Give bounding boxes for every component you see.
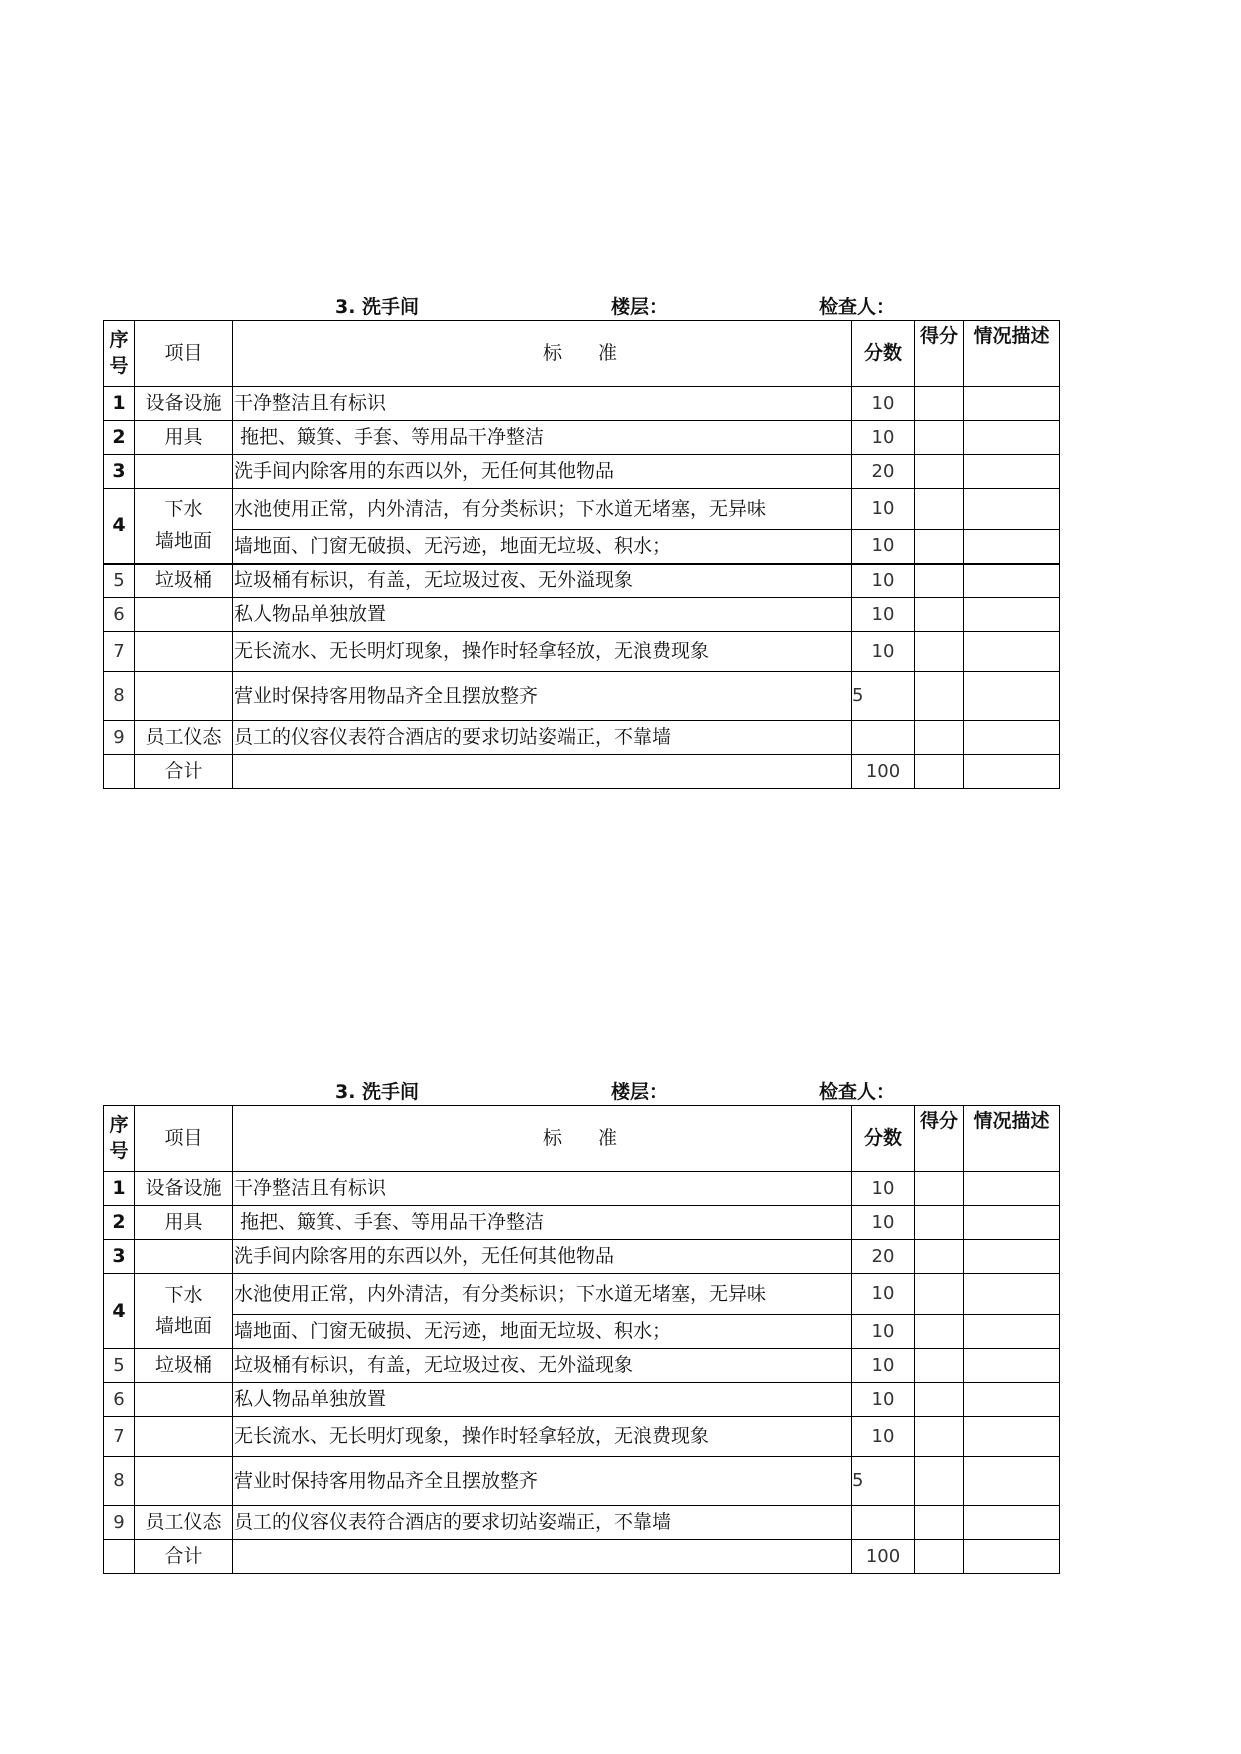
table-row bbox=[104, 632, 1060, 672]
row-score: 10 bbox=[852, 1349, 915, 1383]
row-score: 5 bbox=[852, 1457, 915, 1506]
row-gain-cell[interactable] bbox=[915, 1506, 964, 1540]
header-description: 情况描述 bbox=[964, 321, 1060, 387]
header-standard-char-1: 标 bbox=[543, 342, 563, 365]
row-standard: 私人物品单独放置 bbox=[233, 1383, 852, 1417]
row-seq bbox=[104, 755, 135, 789]
row-standard: 营业时保持客用物品齐全且摆放整齐 bbox=[233, 672, 852, 721]
row-score: 10 bbox=[852, 530, 915, 564]
table-row bbox=[104, 530, 1060, 564]
row-seq: 5 bbox=[104, 1349, 135, 1383]
floor-label: 楼层： bbox=[611, 1081, 669, 1103]
header-standard bbox=[233, 1106, 852, 1172]
row-seq: 3 bbox=[104, 1240, 135, 1274]
row-gain-cell[interactable] bbox=[915, 672, 964, 721]
header-seq: 序号 bbox=[104, 321, 135, 387]
section-title: 3. 洗手间 bbox=[335, 296, 420, 318]
row-standard: 员工的仪容仪表符合酒店的要求切站姿端正，不靠墙 bbox=[233, 1506, 852, 1540]
row-description-cell[interactable] bbox=[964, 1383, 1060, 1417]
inspection-section-2 bbox=[103, 1075, 1059, 1574]
table-row bbox=[104, 387, 1060, 421]
inspector-label: 检查人： bbox=[819, 1081, 896, 1103]
table-header-row bbox=[104, 321, 1060, 387]
section-header bbox=[103, 1075, 1059, 1105]
row-seq: 4 bbox=[104, 489, 135, 564]
header-gain: 得分 bbox=[915, 1106, 964, 1172]
row-description-cell[interactable] bbox=[964, 672, 1060, 721]
row-item bbox=[135, 632, 233, 672]
row-gain-cell[interactable] bbox=[915, 387, 964, 421]
row-standard: 洗手间内除客用的东西以外，无任何其他物品 bbox=[233, 455, 852, 489]
row-seq: 3 bbox=[104, 455, 135, 489]
header-standard-char-1: 标 bbox=[543, 1127, 563, 1150]
row-item: 员工仪态 bbox=[135, 1506, 233, 1540]
row-gain-cell[interactable] bbox=[915, 632, 964, 672]
table-row bbox=[104, 1417, 1060, 1457]
section-header bbox=[103, 290, 1059, 320]
row-description-cell[interactable] bbox=[964, 1349, 1060, 1383]
table-row bbox=[104, 1206, 1060, 1240]
row-standard: 拖把、簸箕、手套、等用品干净整洁 bbox=[233, 421, 852, 455]
row-description-cell[interactable] bbox=[964, 632, 1060, 672]
row-standard: 水池使用正常，内外清洁，有分类标识；下水道无堵塞，无异味 bbox=[233, 489, 852, 530]
table-row bbox=[104, 721, 1060, 755]
row-standard: 干净整洁且有标识 bbox=[233, 387, 852, 421]
row-seq: 6 bbox=[104, 598, 135, 632]
row-description-cell[interactable] bbox=[964, 489, 1060, 530]
row-seq: 9 bbox=[104, 721, 135, 755]
table-row bbox=[104, 1506, 1060, 1540]
row-item bbox=[135, 1274, 233, 1349]
row-seq: 2 bbox=[104, 1206, 135, 1240]
row-standard: 拖把、簸箕、手套、等用品干净整洁 bbox=[233, 1206, 852, 1240]
row-description-cell[interactable] bbox=[964, 564, 1060, 598]
row-description-cell[interactable] bbox=[964, 721, 1060, 755]
header-seq: 序号 bbox=[104, 1106, 135, 1172]
row-standard: 墙地面、门窗无破损、无污迹，地面无垃圾、积水； bbox=[233, 530, 852, 564]
row-description-cell[interactable] bbox=[964, 1506, 1060, 1540]
row-item: 设备设施 bbox=[135, 1172, 233, 1206]
row-item-line-2: 墙地面 bbox=[154, 529, 212, 552]
row-gain-cell[interactable] bbox=[915, 530, 964, 564]
header-standard-char-2: 准 bbox=[598, 342, 618, 365]
row-standard: 私人物品单独放置 bbox=[233, 598, 852, 632]
row-score: 10 bbox=[852, 564, 915, 598]
header-item: 项目 bbox=[135, 1106, 233, 1172]
row-score: 10 bbox=[852, 1383, 915, 1417]
row-seq: 1 bbox=[104, 1172, 135, 1206]
row-score: 100 bbox=[852, 1540, 915, 1574]
row-standard: 水池使用正常，内外清洁，有分类标识；下水道无堵塞，无异味 bbox=[233, 1274, 852, 1315]
row-item: 员工仪态 bbox=[135, 721, 233, 755]
header-gain: 得分 bbox=[915, 321, 964, 387]
row-gain-cell[interactable] bbox=[915, 1240, 964, 1274]
row-gain-cell[interactable] bbox=[915, 489, 964, 530]
row-gain-cell[interactable] bbox=[915, 1349, 964, 1383]
row-gain-cell[interactable] bbox=[915, 1206, 964, 1240]
row-item: 设备设施 bbox=[135, 387, 233, 421]
row-gain-cell[interactable] bbox=[915, 1540, 964, 1574]
row-seq: 7 bbox=[104, 632, 135, 672]
section-title: 3. 洗手间 bbox=[335, 1081, 420, 1103]
inspector-label: 检查人： bbox=[819, 296, 896, 318]
row-item-line-2: 墙地面 bbox=[154, 1315, 212, 1337]
row-item bbox=[135, 1417, 233, 1457]
table-row bbox=[104, 598, 1060, 632]
row-seq: 5 bbox=[104, 564, 135, 598]
table-header-row bbox=[104, 1106, 1060, 1172]
row-item bbox=[135, 672, 233, 721]
row-description-cell[interactable] bbox=[964, 1540, 1060, 1574]
row-gain-cell[interactable] bbox=[915, 1417, 964, 1457]
row-description-cell[interactable] bbox=[964, 1206, 1060, 1240]
table-row bbox=[104, 421, 1060, 455]
row-score: 10 bbox=[852, 1274, 915, 1315]
row-score: 10 bbox=[852, 1206, 915, 1240]
row-item bbox=[135, 489, 233, 564]
row-item bbox=[135, 1457, 233, 1506]
floor-label: 楼层： bbox=[611, 296, 669, 318]
header-description: 情况描述 bbox=[964, 1106, 1060, 1172]
row-gain-cell[interactable] bbox=[915, 1315, 964, 1349]
table-row bbox=[104, 564, 1060, 598]
inspection-section-1 bbox=[103, 290, 1059, 789]
table-total-row bbox=[104, 1540, 1060, 1574]
row-description-cell[interactable] bbox=[964, 1274, 1060, 1315]
row-gain-cell[interactable] bbox=[915, 1274, 964, 1315]
row-seq bbox=[104, 1540, 135, 1574]
row-description-cell[interactable] bbox=[964, 530, 1060, 564]
row-score: 10 bbox=[852, 387, 915, 421]
row-gain-cell[interactable] bbox=[915, 721, 964, 755]
table-row bbox=[104, 1172, 1060, 1206]
row-score: 10 bbox=[852, 1172, 915, 1206]
row-standard bbox=[233, 755, 852, 789]
table-row bbox=[104, 1349, 1060, 1383]
table-row bbox=[104, 455, 1060, 489]
row-description-cell[interactable] bbox=[964, 421, 1060, 455]
row-item-line-1: 下水 bbox=[164, 1283, 203, 1306]
table-row bbox=[104, 1274, 1060, 1315]
row-description-cell[interactable] bbox=[964, 455, 1060, 489]
row-score bbox=[852, 721, 915, 755]
row-gain-cell[interactable] bbox=[915, 1172, 964, 1206]
row-standard: 洗手间内除客用的东西以外，无任何其他物品 bbox=[233, 1240, 852, 1274]
row-score: 20 bbox=[852, 1240, 915, 1274]
row-item: 合计 bbox=[135, 1540, 233, 1574]
row-gain-cell[interactable] bbox=[915, 421, 964, 455]
row-description-cell[interactable] bbox=[964, 1240, 1060, 1274]
row-standard: 无长流水、无长明灯现象，操作时轻拿轻放，无浪费现象 bbox=[233, 632, 852, 672]
row-gain-cell[interactable] bbox=[915, 564, 964, 598]
row-gain-cell[interactable] bbox=[915, 455, 964, 489]
row-score: 10 bbox=[852, 632, 915, 672]
inspection-table bbox=[103, 1105, 1060, 1574]
header-score: 分数 bbox=[852, 1106, 915, 1172]
row-score: 10 bbox=[852, 421, 915, 455]
row-description-cell[interactable] bbox=[964, 755, 1060, 789]
row-standard: 干净整洁且有标识 bbox=[233, 1172, 852, 1206]
inspection-table bbox=[103, 320, 1060, 789]
row-item: 垃圾桶 bbox=[135, 1349, 233, 1383]
table-row bbox=[104, 1315, 1060, 1349]
row-gain-cell[interactable] bbox=[915, 1457, 964, 1506]
row-item-line-1: 下水 bbox=[164, 498, 203, 521]
row-score: 20 bbox=[852, 455, 915, 489]
header-standard bbox=[233, 321, 852, 387]
row-seq: 2 bbox=[104, 421, 135, 455]
header-score: 分数 bbox=[852, 321, 915, 387]
row-seq: 8 bbox=[104, 1457, 135, 1506]
table-row bbox=[104, 1383, 1060, 1417]
table-total-row bbox=[104, 755, 1060, 789]
row-standard: 营业时保持客用物品齐全且摆放整齐 bbox=[233, 1457, 852, 1506]
row-standard: 墙地面、门窗无破损、无污迹，地面无垃圾、积水； bbox=[233, 1315, 852, 1349]
row-score: 10 bbox=[852, 1315, 915, 1349]
row-description-cell[interactable] bbox=[964, 1315, 1060, 1349]
table-row bbox=[104, 489, 1060, 530]
row-description-cell[interactable] bbox=[964, 598, 1060, 632]
row-seq: 6 bbox=[104, 1383, 135, 1417]
row-gain-cell[interactable] bbox=[915, 1383, 964, 1417]
row-seq: 9 bbox=[104, 1506, 135, 1540]
row-score: 100 bbox=[852, 755, 915, 789]
row-score: 10 bbox=[852, 598, 915, 632]
row-standard: 垃圾桶有标识，有盖，无垃圾过夜、无外溢现象 bbox=[233, 564, 852, 598]
table-row bbox=[104, 672, 1060, 721]
row-standard: 员工的仪容仪表符合酒店的要求切站姿端正，不靠墙 bbox=[233, 721, 852, 755]
row-seq: 1 bbox=[104, 387, 135, 421]
row-seq: 7 bbox=[104, 1417, 135, 1457]
row-description-cell[interactable] bbox=[964, 387, 1060, 421]
row-description-cell[interactable] bbox=[964, 1417, 1060, 1457]
row-item bbox=[135, 598, 233, 632]
row-standard bbox=[233, 1540, 852, 1574]
table-row bbox=[104, 1457, 1060, 1506]
row-gain-cell[interactable] bbox=[915, 755, 964, 789]
row-seq: 4 bbox=[104, 1274, 135, 1349]
header-standard-char-2: 准 bbox=[598, 1127, 618, 1150]
row-score: 10 bbox=[852, 1417, 915, 1457]
row-description-cell[interactable] bbox=[964, 1172, 1060, 1206]
row-score bbox=[852, 1506, 915, 1540]
row-item bbox=[135, 1240, 233, 1274]
row-standard: 无长流水、无长明灯现象，操作时轻拿轻放，无浪费现象 bbox=[233, 1417, 852, 1457]
row-item bbox=[135, 1383, 233, 1417]
header-item: 项目 bbox=[135, 321, 233, 387]
row-score: 5 bbox=[852, 672, 915, 721]
row-description-cell[interactable] bbox=[964, 1457, 1060, 1506]
row-item: 用具 bbox=[135, 1206, 233, 1240]
row-standard: 垃圾桶有标识，有盖，无垃圾过夜、无外溢现象 bbox=[233, 1349, 852, 1383]
row-item: 合计 bbox=[135, 755, 233, 789]
table-row bbox=[104, 1240, 1060, 1274]
row-gain-cell[interactable] bbox=[915, 598, 964, 632]
row-seq: 8 bbox=[104, 672, 135, 721]
row-item bbox=[135, 455, 233, 489]
row-item: 垃圾桶 bbox=[135, 564, 233, 598]
row-item: 用具 bbox=[135, 421, 233, 455]
row-score: 10 bbox=[852, 489, 915, 530]
